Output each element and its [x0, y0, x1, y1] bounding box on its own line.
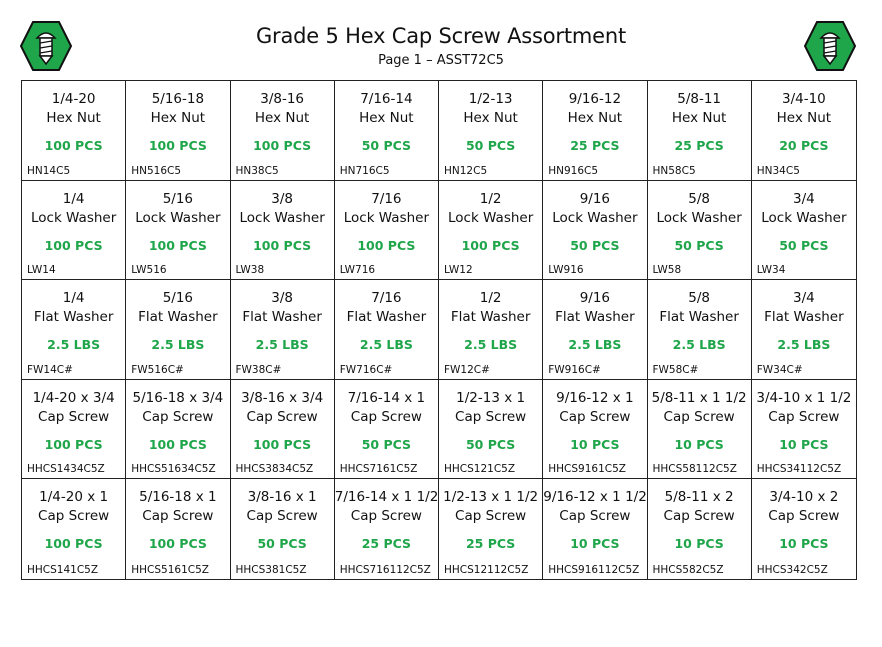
item-size: 3/4-10 x 1 1/2: [756, 389, 852, 406]
item-quantity: 100 PCS: [44, 536, 103, 552]
item-type: Hex Nut: [359, 110, 414, 126]
item-size: 7/16-14 x 1: [347, 389, 426, 406]
grid-cell: [648, 380, 752, 480]
item-quantity: 25 PCS: [674, 138, 724, 153]
item-size: 5/16: [162, 290, 194, 307]
item-quantity: 100 PCS: [253, 138, 312, 153]
item-size: 5/8-11 x 2: [664, 489, 734, 506]
grid-cell: [126, 181, 230, 281]
item-size: 3/8: [271, 190, 293, 207]
item-quantity: 2.5 LBS: [777, 337, 831, 353]
grid-cell: [648, 280, 752, 380]
item-code: HN716C5: [339, 164, 390, 177]
item-size: 5/16-18 x 3/4: [132, 389, 224, 406]
item-quantity: 25 PCS: [361, 536, 412, 552]
item-quantity: 50 PCS: [674, 237, 724, 253]
item-quantity: 2.5 LBS: [151, 337, 205, 353]
grid-cell: [752, 479, 856, 579]
grid-cell: [126, 280, 230, 380]
item-quantity: 50 PCS: [779, 237, 829, 253]
grid-cell: [231, 81, 335, 181]
item-type: Lock Washer: [656, 209, 742, 226]
item-quantity: 100 PCS: [148, 536, 207, 552]
grid-cell: [439, 280, 543, 380]
item-code: HHCS342C5Z: [756, 563, 828, 576]
item-quantity: 10 PCS: [674, 436, 724, 452]
grid-cell: [22, 181, 126, 281]
item-type: Flat Washer: [346, 309, 427, 326]
grid-cell: [335, 81, 439, 181]
item-type: Cap Screw: [246, 408, 318, 425]
item-code: LW716: [339, 264, 376, 277]
item-quantity: 100 PCS: [44, 237, 103, 253]
item-quantity: 20 PCS: [779, 138, 829, 153]
item-code: HHCS916112C5Z: [548, 563, 640, 576]
grid-cell: [126, 81, 230, 181]
grid-cell: [648, 479, 752, 579]
item-type: Cap Screw: [455, 408, 527, 425]
item-code: HHCS141C5Z: [27, 563, 99, 576]
item-code: HHCS58112C5Z: [652, 463, 737, 476]
grid-cell: [543, 380, 647, 480]
item-code: HHCS5161C5Z: [131, 563, 209, 576]
grid-cell: [752, 280, 856, 380]
grid-cell: [335, 479, 439, 579]
item-code: HHCS7161C5Z: [339, 463, 418, 476]
item-size: 5/8-11 x 1 1/2: [651, 389, 747, 406]
item-type: Hex Nut: [46, 110, 101, 126]
item-quantity: 100 PCS: [253, 436, 312, 452]
item-quantity: 50 PCS: [361, 436, 412, 452]
item-size: 5/16-18 x 1: [139, 489, 217, 506]
item-code: HHCS381C5Z: [235, 563, 307, 576]
item-type: Lock Washer: [447, 209, 534, 226]
item-code: HN12C5: [444, 164, 488, 177]
item-type: Hex Nut: [671, 110, 727, 126]
item-size: 5/16: [162, 190, 194, 207]
item-type: Cap Screw: [142, 508, 214, 525]
item-type: Cap Screw: [38, 408, 110, 425]
grid-cell: [335, 380, 439, 480]
item-type: Cap Screw: [350, 508, 422, 525]
item-type: Hex Nut: [150, 110, 206, 126]
item-size: 9/16-12 x 1: [556, 389, 634, 406]
item-type: Flat Washer: [659, 309, 739, 326]
grid-cell: [22, 81, 126, 181]
item-size: 3/8-16 x 1: [247, 489, 317, 506]
item-quantity: 100 PCS: [148, 436, 207, 452]
item-quantity: 10 PCS: [674, 536, 724, 552]
item-code: HHCS34112C5Z: [756, 463, 842, 476]
item-size: 1/2: [479, 190, 502, 207]
grid-cell: [231, 479, 335, 579]
item-type: Cap Screw: [663, 508, 735, 525]
item-size: 7/16: [371, 290, 402, 307]
item-code: HN58C5: [652, 164, 696, 177]
item-code: FW12C#: [444, 363, 490, 376]
item-quantity: 100 PCS: [148, 237, 207, 253]
item-size: 1/4-20: [51, 91, 96, 107]
grid-cell: [439, 181, 543, 281]
item-code: FW916C#: [548, 363, 601, 376]
item-quantity: 100 PCS: [461, 237, 520, 253]
page-subtitle: Page 1 – ASST72C5: [378, 53, 504, 68]
item-size: 3/4-10: [781, 91, 826, 107]
item-code: LW916: [548, 264, 584, 277]
item-quantity: 10 PCS: [570, 536, 620, 552]
item-code: LW516: [131, 264, 167, 277]
item-code: HN38C5: [235, 164, 279, 177]
item-code: HHCS716112C5Z: [339, 563, 431, 576]
item-code: FW38C#: [235, 363, 282, 376]
grid-cell: [439, 81, 543, 181]
item-size: 3/8-16 x 3/4: [241, 389, 324, 406]
item-size: 5/16-18: [151, 91, 205, 107]
item-quantity: 2.5 LBS: [255, 337, 309, 353]
grid-cell: [22, 380, 126, 480]
item-quantity: 25 PCS: [465, 536, 516, 552]
grid-cell: [752, 181, 856, 281]
item-quantity: 100 PCS: [357, 237, 416, 253]
item-type: Lock Washer: [135, 209, 221, 226]
item-code: FW58C#: [652, 363, 699, 376]
item-quantity: 2.5 LBS: [47, 337, 101, 353]
item-quantity: 10 PCS: [779, 536, 829, 552]
item-type: Cap Screw: [455, 508, 527, 525]
item-code: HN516C5: [131, 164, 182, 177]
item-code: LW12: [444, 264, 473, 277]
grid-cell: [752, 81, 856, 181]
item-quantity: 50 PCS: [257, 536, 307, 552]
item-code: HHCS51634C5Z: [131, 463, 216, 476]
item-code: HHCS1434C5Z: [27, 463, 105, 476]
item-quantity: 100 PCS: [44, 138, 103, 153]
item-type: Lock Washer: [239, 209, 325, 226]
item-type: Cap Screw: [768, 408, 840, 425]
item-size: 1/2-13: [468, 91, 513, 107]
item-quantity: 2.5 LBS: [568, 337, 622, 353]
grid-cell: [22, 479, 126, 579]
item-size: 5/8: [688, 290, 710, 307]
item-size: 1/4-20 x 1: [39, 489, 109, 506]
item-code: HN14C5: [27, 164, 71, 177]
item-type: Cap Screw: [663, 408, 735, 425]
item-type: Cap Screw: [38, 508, 110, 525]
item-size: 1/4: [62, 290, 85, 307]
item-type: Hex Nut: [567, 110, 623, 126]
grid-cell: [335, 280, 439, 380]
item-quantity: 10 PCS: [779, 436, 829, 452]
item-quantity: 25 PCS: [570, 138, 620, 153]
item-quantity: 50 PCS: [465, 436, 516, 452]
item-size: 3/4: [793, 290, 815, 307]
item-size: 3/4-10 x 2: [769, 489, 839, 506]
grid-cell: [126, 380, 230, 480]
item-size: 7/16: [371, 190, 402, 207]
item-quantity: 100 PCS: [148, 138, 207, 153]
item-type: Flat Washer: [555, 309, 635, 326]
item-size: 7/16-14 x 1 1/2: [334, 489, 439, 506]
item-code: FW34C#: [756, 363, 803, 376]
item-type: Flat Washer: [764, 309, 844, 326]
grid-cell: [126, 479, 230, 579]
item-size: 9/16: [579, 190, 611, 207]
grid-cell: [22, 280, 126, 380]
item-quantity: 50 PCS: [570, 237, 620, 253]
item-code: HHCS121C5Z: [444, 463, 516, 476]
page-title: Grade 5 Hex Cap Screw Assortment: [255, 24, 627, 48]
item-size: 1/4: [62, 190, 85, 207]
grid-cell: [752, 380, 856, 480]
item-type: Flat Washer: [450, 309, 531, 326]
item-size: 1/2-13 x 1: [456, 389, 526, 406]
item-size: 1/4-20 x 3/4: [32, 389, 115, 406]
item-type: Cap Screw: [768, 508, 840, 525]
item-type: Hex Nut: [254, 110, 310, 126]
item-quantity: 2.5 LBS: [464, 337, 518, 353]
item-quantity: 2.5 LBS: [672, 337, 726, 353]
item-code: FW516C#: [131, 363, 184, 376]
item-quantity: 2.5 LBS: [359, 337, 413, 353]
item-type: Flat Washer: [33, 309, 114, 326]
item-code: FW716C#: [339, 363, 393, 376]
item-quantity: 100 PCS: [253, 237, 312, 253]
item-size: 3/8-16: [260, 91, 305, 107]
item-size: 5/8: [688, 190, 710, 207]
grid-cell: [543, 479, 647, 579]
item-code: HHCS12112C5Z: [444, 563, 529, 576]
item-quantity: 50 PCS: [361, 138, 412, 153]
item-type: Cap Screw: [559, 508, 631, 525]
item-size: 9/16-12: [568, 91, 622, 107]
item-type: Cap Screw: [350, 408, 422, 425]
item-quantity: 100 PCS: [44, 436, 103, 452]
grid-cell: [543, 280, 647, 380]
item-type: Hex Nut: [776, 110, 832, 126]
item-type: Cap Screw: [246, 508, 318, 525]
item-code: HHCS3834C5Z: [235, 463, 314, 476]
item-size: 9/16-12 x 1 1/2: [543, 489, 647, 506]
grid-cell: [543, 81, 647, 181]
item-size: 1/2-13 x 1 1/2: [443, 489, 539, 506]
item-type: Cap Screw: [142, 408, 214, 425]
item-code: HHCS582C5Z: [652, 563, 724, 576]
grid-cell: [335, 181, 439, 281]
item-size: 1/2: [479, 290, 502, 307]
item-code: LW14: [27, 264, 56, 277]
item-type: Flat Washer: [242, 309, 322, 326]
grid-cell: [439, 479, 543, 579]
item-type: Lock Washer: [343, 209, 430, 226]
item-size: 3/4: [793, 190, 815, 207]
item-code: HN34C5: [756, 164, 800, 177]
item-type: Cap Screw: [559, 408, 631, 425]
item-size: 9/16: [579, 290, 611, 307]
item-code: LW58: [652, 264, 682, 277]
item-code: HN916C5: [548, 164, 599, 177]
grid-cell: [648, 81, 752, 181]
item-size: 5/8-11: [677, 91, 722, 107]
item-quantity: 10 PCS: [570, 436, 620, 452]
item-size: 3/8: [271, 290, 293, 307]
item-code: FW14C#: [27, 363, 73, 376]
item-code: LW38: [235, 264, 265, 277]
item-type: Lock Washer: [761, 209, 847, 226]
item-type: Flat Washer: [138, 309, 218, 326]
grid-cell: [231, 380, 335, 480]
grid-cell: [231, 280, 335, 380]
item-type: Hex Nut: [463, 110, 518, 126]
grid-cell: [543, 181, 647, 281]
item-size: 7/16-14: [360, 91, 413, 107]
grid-cell: [231, 181, 335, 281]
item-type: Lock Washer: [30, 209, 117, 226]
item-code: LW34: [756, 264, 786, 277]
assortment-grid: [21, 80, 857, 580]
grid-cell: [648, 181, 752, 281]
item-quantity: 50 PCS: [465, 138, 516, 153]
item-code: HHCS9161C5Z: [548, 463, 626, 476]
grid-cell: [439, 380, 543, 480]
item-type: Lock Washer: [552, 209, 638, 226]
